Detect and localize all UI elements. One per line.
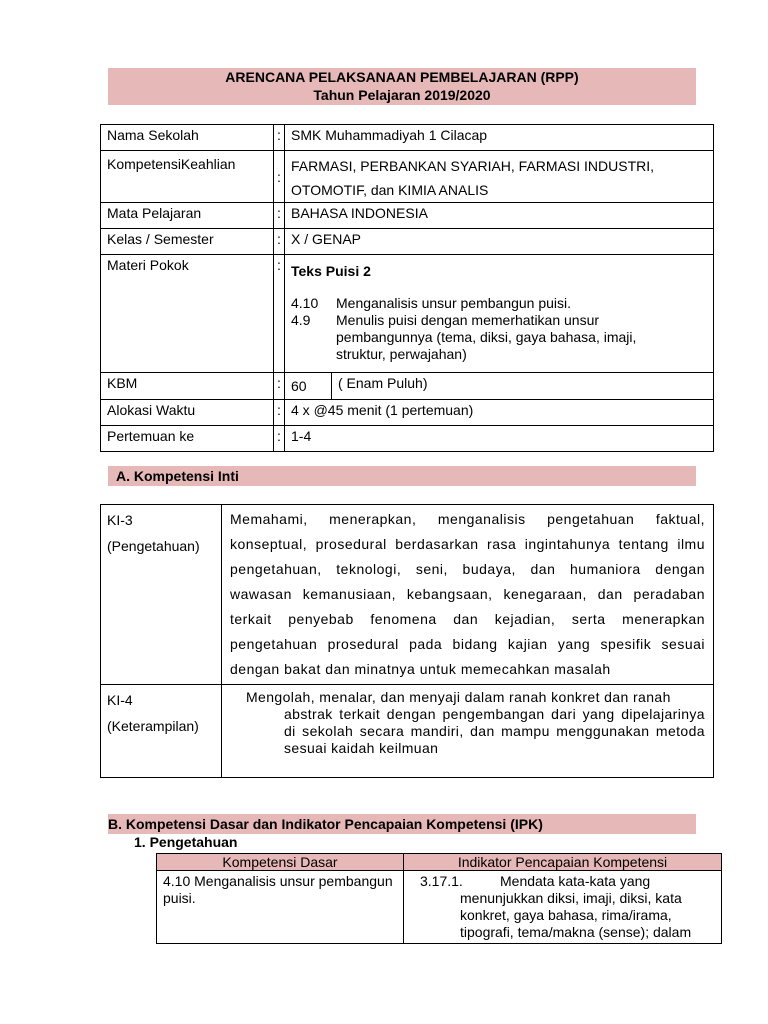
colon: :	[274, 203, 285, 229]
label-subject: Mata Pelajaran	[101, 203, 274, 229]
ipk-cell	[404, 871, 722, 944]
document-title: ARENCANA PELAKSANAAN PEMBELAJARAN (RPP)	[225, 69, 579, 85]
table-row	[101, 255, 714, 373]
kbm-words: ( Enam Puluh)	[338, 375, 428, 391]
ki3-type: (Pengetahuan)	[107, 538, 200, 554]
colon: :	[274, 426, 285, 452]
label-material: Materi Pokok	[101, 255, 274, 373]
colon: :	[274, 400, 285, 426]
section-b-heading: B. Kompetensi Dasar dan Indikator Pencapaian Kompetensi (IPK)	[108, 814, 696, 834]
academic-year: Tahun Pelajaran 2019/2020	[313, 87, 491, 103]
ki3-text: Memahami, menerapkan, menganalisis pengetahuan faktual, konseptual, prosedural berdasarkan rasa ingintahunya tentang ilmu pengetahuan, teknologi, seni, budaya, dan humaniora dengan wawasan kemanusiaan, kebangsaan, kenegaraan, dan peradaban terkait penyebab fenomena dan kejadian, serta menerapkan pengetahuan prosedural pada bidang kajian yang spesifik sesuai dengan bakat dan minatnya untuk memecahkan masalah	[222, 505, 714, 685]
ki3-code: KI-3	[107, 512, 133, 528]
table-row	[157, 871, 722, 944]
value-meeting: 1-4	[285, 426, 714, 452]
basic-competency-table	[156, 853, 722, 944]
table-row	[101, 373, 714, 400]
label-competency: KompetensiKeahlian	[101, 151, 274, 203]
table-row	[101, 400, 714, 426]
ipk-first-text: Mendata kata-kata yang	[500, 873, 651, 889]
ipk-number: 3.17.1.	[420, 873, 463, 889]
table-header-row	[157, 854, 722, 871]
ki3-label	[101, 505, 222, 685]
table-row	[101, 505, 714, 685]
value-competency	[285, 151, 714, 203]
label-meeting: Pertemuan ke	[101, 426, 274, 452]
kd-cell: 4.10 Menganalisis unsur pembangun puisi.	[157, 871, 404, 944]
table-row	[101, 125, 714, 151]
ki4-text-rest: abstrak terkait dengan pengembangan dari yang dipelajarinya di sekolah secara mandiri, dan mampu menggunakan metoda sesuai kaidah keilmuan	[284, 706, 705, 756]
label-time: Alokasi Waktu	[101, 400, 274, 426]
colon: :	[274, 125, 285, 151]
table-row	[101, 229, 714, 255]
kbm-values	[291, 373, 707, 399]
ki4-text-first: Mengolah, menalar, dan menyaji dalam ranah konkret dan ranah	[246, 689, 671, 705]
table-row	[101, 151, 714, 203]
material-item-text-line: struktur, perwajahan)	[336, 346, 467, 362]
colon: :	[274, 255, 285, 373]
ki4-label	[101, 685, 222, 778]
kbm-number: 60	[291, 373, 332, 399]
document-title-band	[108, 68, 696, 105]
core-competency-table	[100, 504, 714, 778]
material-item-text-line: pembangunnya (tema, diksi, gaya bahasa, imaji,	[336, 329, 637, 345]
material-item-text	[336, 312, 707, 363]
material-item	[291, 312, 707, 363]
ipk-first-line	[420, 873, 715, 890]
column-header: Indikator Pencapaian Kompetensi	[404, 854, 722, 871]
value-time: 4 x @45 menit (1 pertemuan)	[285, 400, 714, 426]
identity-table	[100, 124, 714, 452]
ki4-type: (Keterampilan)	[107, 718, 199, 734]
table-row	[101, 203, 714, 229]
label-kbm: KBM	[101, 373, 274, 400]
colon: :	[274, 373, 285, 400]
table-row	[101, 426, 714, 452]
value-subject: BAHASA INDONESIA	[285, 203, 714, 229]
label-class: Kelas / Semester	[101, 229, 274, 255]
material-item-number: 4.9	[291, 312, 311, 328]
material-item-number: 4.10	[291, 295, 319, 311]
ipk-rest-text: menunjukkan diksi, imaji, diksi, kata konkret, gaya bahasa, rima/irama, tipografi, tema/makna (sense); dalam	[460, 890, 692, 940]
value-material	[285, 255, 714, 373]
material-item	[291, 295, 707, 312]
ki4-code: KI-4	[107, 692, 133, 708]
colon: :	[274, 151, 285, 203]
material-item-text-line: Menulis puisi dengan memerhatikan unsur	[336, 312, 600, 328]
competency-line-1: FARMASI, PERBANKAN SYARIAH, FARMASI INDUSTRI,	[291, 158, 655, 174]
ki4-text	[222, 685, 714, 778]
competency-line-2: OTOMOTIF, dan KIMIA ANALIS	[291, 182, 489, 198]
value-kbm	[285, 373, 714, 400]
section-a-heading: A. Kompetensi Inti	[108, 466, 696, 486]
subsection-heading: 1. Pengetahuan	[134, 834, 238, 850]
material-item-text: Menganalisis unsur pembangun puisi.	[336, 295, 572, 311]
value-school: SMK Muhammadiyah 1 Cilacap	[285, 125, 714, 151]
column-header: Kompetensi Dasar	[157, 854, 404, 871]
label-school: Nama Sekolah	[101, 125, 274, 151]
material-title: Teks Puisi 2	[291, 263, 371, 279]
table-row	[101, 685, 714, 778]
value-class: X / GENAP	[285, 229, 714, 255]
colon: :	[274, 229, 285, 255]
